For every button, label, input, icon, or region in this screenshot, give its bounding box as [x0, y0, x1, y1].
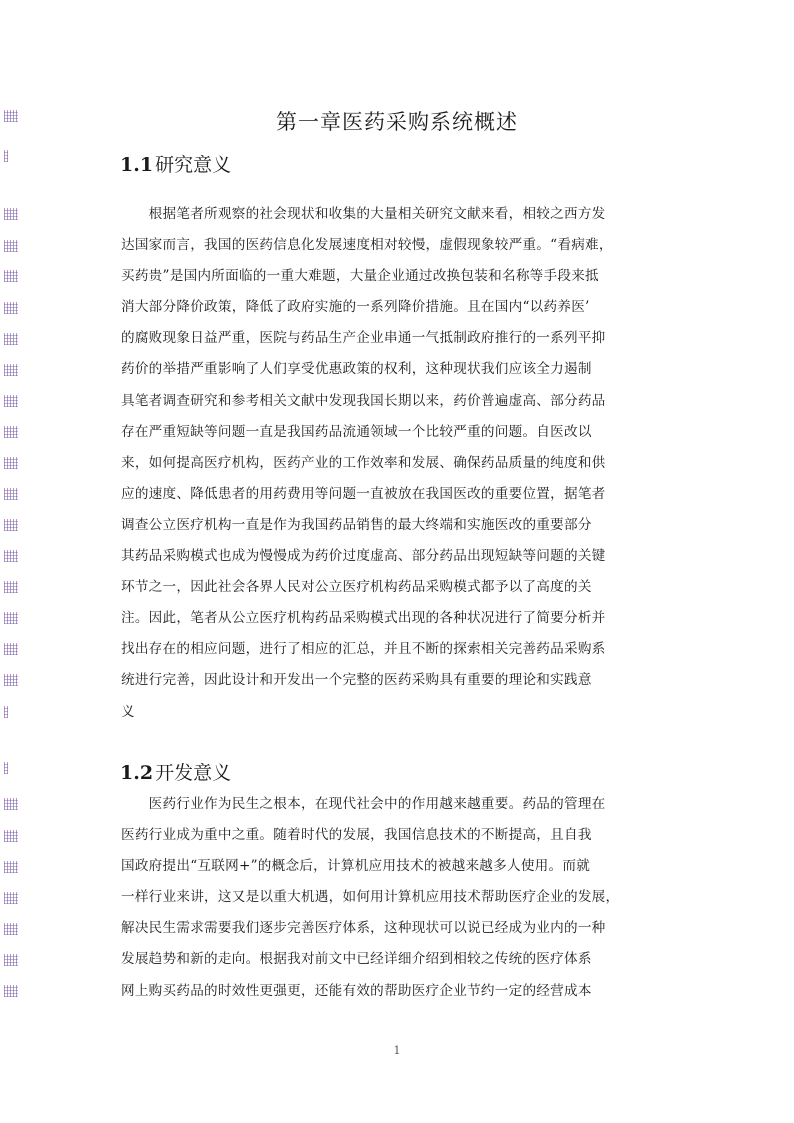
text-line: 药价的举措严重影响了人们享受优惠政策的权利，这种现状我们应该全力遏制 — [121, 361, 592, 378]
text-line: 具笔者调查研究和参考相关文献中发现我国长期以来，药价普遍虚高、部分药品 — [121, 392, 606, 409]
margin-mark — [4, 923, 18, 935]
margin-mark — [4, 643, 18, 655]
chapter-title: 第一章医药采购系统概述 — [276, 110, 518, 134]
text-line: 统进行完善，因此设计和开发出一个完整的医药采购具有重要的理论和实践意 — [121, 672, 592, 689]
text-line: 国政府提出“互联网+”的概念后，计算机应用技术的被越来越多人使用。而就 — [121, 858, 591, 875]
text-line: 调查公立医疗机构一直是作为我国药品销售的最大终端和实施医改的重要部分 — [121, 516, 592, 533]
margin-mark — [4, 830, 18, 842]
section-number: 1.1 — [120, 154, 154, 176]
section-heading-1-2 — [120, 758, 231, 785]
margin-mark — [4, 798, 18, 810]
margin-mark — [4, 457, 18, 469]
margin-mark — [4, 364, 18, 376]
margin-mark — [4, 302, 18, 314]
text-line: 应的速度、降低患者的用药费用等问题一直被放在我国医改的重要位置，据笔者 — [121, 485, 606, 502]
margin-mark — [4, 240, 18, 252]
section-1-1-paragraph — [121, 199, 677, 728]
text-line: 达国家而言，我国的医药信息化发展速度相对较慢，虚假现象较严重。“看病难， — [121, 237, 613, 254]
text-line: 找出存在的相应问题，进行了相应的汇总，并且不断的探索相关完善药品采购系 — [121, 641, 606, 658]
text-line: 其药品采购模式也成为慢慢成为药价过度虚高、部分药品出现短缺等问题的关键 — [121, 548, 606, 565]
text-line: 的腐败现象日益严重，医院与药品生产企业串通一气抵制政府推行的一系列平抑 — [121, 330, 606, 347]
margin-mark — [4, 395, 18, 407]
margin-mark — [4, 150, 8, 162]
text-line: 医药行业作为民生之根本，在现代社会中的作用越来越重要。药品的管理在 — [121, 796, 606, 812]
page-number: 1 — [393, 1044, 401, 1057]
margin-mark — [4, 270, 18, 282]
section-number: 1.2 — [120, 762, 154, 784]
text-line: 环节之一，因此社会各界人民对公立医疗机构药品采购模式都予以了高度的关 — [121, 579, 592, 596]
text-line: 义 — [121, 703, 135, 720]
margin-mark — [4, 954, 18, 966]
margin-mark — [4, 519, 18, 531]
text-line: 一样行业来讲，这又是以重大机遇，如何用计算机应用技术帮助医疗企业的发展， — [121, 889, 620, 906]
text-line: 发展趋势和新的走向。根据我对前文中已经详细介绍到相较之传统的医疗体系 — [121, 951, 592, 968]
text-line: 根据笔者所观察的社会现状和收集的大量相关研究文献来看，相较之西方发 — [121, 206, 606, 222]
margin-mark — [4, 762, 8, 774]
margin-mark — [4, 208, 18, 220]
text-line: 来，如何提高医疗机构，医药产业的工作效率和发展、确保药品质量的纯度和供 — [121, 454, 606, 471]
margin-mark — [4, 426, 18, 438]
margin-mark — [4, 706, 8, 718]
margin-mark — [4, 581, 18, 593]
margin-mark — [4, 985, 18, 997]
text-line: 注。因此，笔者从公立医疗机构药品采购模式出现的各种状况进行了简要分析并 — [121, 610, 606, 627]
text-line: 医药行业成为重中之重。随着时代的发展，我国信息技术的不断提高，且自我 — [121, 827, 592, 844]
margin-mark — [4, 674, 18, 686]
text-line: 消大部分降价政策，降低了政府实施的一系列降价措施。且在国内“以药养医’ — [121, 299, 590, 316]
margin-mark — [4, 892, 18, 904]
section-1-2-paragraph — [121, 789, 677, 1007]
margin-mark — [4, 861, 18, 873]
section-title: 开发意义 — [155, 762, 232, 784]
margin-mark — [4, 550, 18, 562]
scan-margin-artifacts — [4, 0, 20, 1123]
section-heading-1-1 — [120, 150, 231, 177]
margin-mark — [4, 333, 18, 345]
text-line: 解决民生需求需要我们逐步完善医疗体系，这种现状可以说已经成为业内的一种 — [121, 920, 606, 937]
section-title: 研究意义 — [155, 154, 232, 176]
margin-mark — [4, 612, 18, 624]
text-line: 买药贵”是国内所面临的一重大难题，大量企业通过改换包装和名称等手段来抵 — [121, 268, 599, 285]
text-line: 网上购买药品的时效性更强更，还能有效的帮助医疗企业节约一定的经营成本 — [121, 982, 592, 999]
text-line: 存在严重短缺等问题一直是我国药品流通领域一个比较严重的问题。自医改以 — [121, 423, 592, 440]
margin-mark — [4, 488, 18, 500]
